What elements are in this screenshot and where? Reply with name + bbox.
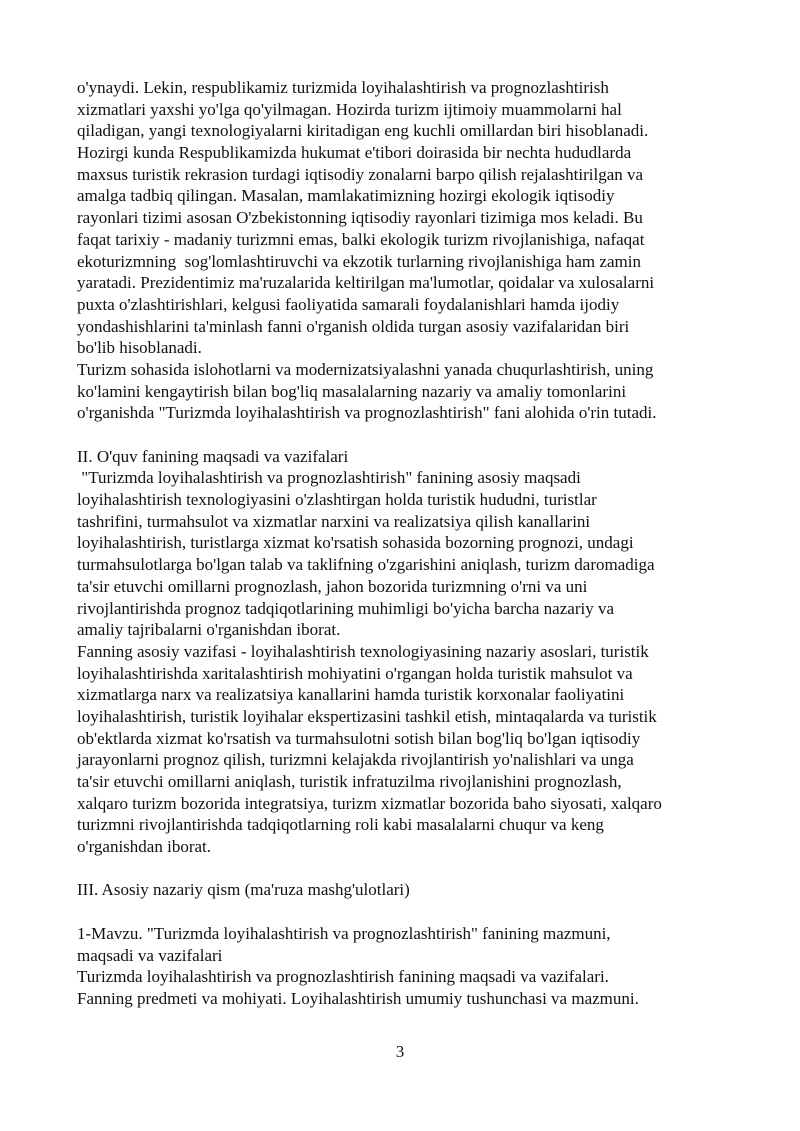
text-line: Fanning predmeti va mohiyati. Loyihalashtirish umumiy tushunchasi va mazmuni. — [77, 988, 639, 1008]
text-line: ko'lamini kengaytirish bilan bog'liq masalalarning nazariy va amaliy tomonlarini — [77, 381, 627, 401]
text-line: o'rganishdan iborat. — [77, 837, 211, 857]
text-line: Turizm sohasida islohotlarni va modernizatsiyalashni yanada chuqurlashtirish, uning — [77, 359, 654, 379]
text-line: qiladigan, yangi texnologiyalarni kiritadigan eng kuchli omillardan biri hisoblanadi. — [77, 121, 649, 141]
text-line: loyihalashtirish texnologiyasini o'zlashtirgan holda turistik hududni, turistlar — [77, 490, 597, 510]
text-line: turmahsulotlarga bo'lgan talab va taklifning o'zgarishini aniqlash, turizm daromadiga — [77, 555, 655, 575]
text-line: turizmni rivojlantirishda tadqiqotlarning roli kabi masalalarni chuqur va keng — [77, 815, 604, 835]
text-line: bo'lib hisoblanadi. — [77, 338, 202, 358]
text-line: yaratadi. Prezidentimiz ma'ruzalarida keltirilgan ma'lumotlar, qoidalar va xulosalarni — [77, 273, 655, 293]
body-paragraph — [77, 641, 737, 858]
blank-line — [77, 424, 737, 446]
section-heading — [77, 446, 737, 468]
body-paragraph — [77, 77, 737, 359]
text-line: faqat tarixiy - madaniy turizmni emas, balki ekologik turizm rivojlanishiga, nafaqat — [77, 229, 645, 249]
text-line: loyihalashtirish, turistlarga xizmat ko'rsatish sohasida bozorning prognozi, undagi — [77, 533, 634, 553]
text-line: o'ynaydi. Lekin, respublikamiz turizmida loyihalashtirish va prognozlashtirish — [77, 78, 609, 97]
text-line: III. Asosiy nazariy qism (ma'ruza mashg'ulotlari) — [77, 880, 410, 900]
text-line: ta'sir etuvchi omillarni prognozlash, jahon bozorida turizmning o'rni va uni — [77, 576, 588, 596]
text-line: II. O'quv fanining maqsadi va vazifalari — [77, 446, 349, 466]
body-paragraph — [77, 966, 737, 1009]
text-line: rayonlari tizimi asosan O'zbekistonning iqtisodiy rayonlari tizimiga mos keladi. Bu — [77, 208, 643, 228]
text-line: amaliy tajribalarni o'rganishdan iborat. — [77, 620, 341, 640]
page-body — [77, 77, 737, 1010]
body-paragraph — [77, 359, 737, 424]
text-line: 1-Mavzu. "Turizmda loyihalashtirish va prognozlashtirish" fanining mazmuni, — [77, 923, 611, 943]
text-line: Hozirgi kunda Respublikamizda hukumat e'tibori doirasida bir nechta hududlarda — [77, 143, 632, 163]
text-line: o'rganishda "Turizmda loyihalashtirish va prognozlashtirish" fani alohida o'rin tutadi. — [77, 403, 657, 423]
text-line: xalqaro turizm bozorida integratsiya, turizm xizmatlar bozorida baho siyosati, xalqaro — [77, 793, 662, 813]
text-line: ekoturizmning sog'lomlashtiruvchi va ekzotik turlarning rivojlanishiga ham zamin — [77, 251, 641, 271]
text-line: "Turizmda loyihalashtirish va prognozlashtirish" fanining asosiy maqsadi — [77, 468, 581, 488]
text-line: puxta o'zlashtirishlari, kelgusi faoliyatida samarali foydalanishlari hamda ijodiy — [77, 294, 620, 314]
text-line: jarayonlarni prognoz qilish, turizmni kelajakda rivojlantirish yo'nalishlari va unga — [77, 750, 634, 770]
blank-line — [77, 858, 737, 880]
text-line: amalga tadbiq qilingan. Masalan, mamlakatimizning hozirgi ekologik iqtisodiy — [77, 186, 615, 206]
text-line: yondashishlarini ta'minlash fanni o'rganish oldida turgan asosiy vazifalaridan biri — [77, 316, 630, 336]
text-line: rivojlantirishda prognoz tadqiqotlarining muhimligi bo'yicha barcha nazariy va — [77, 598, 614, 618]
text-line: loyihalashtirishda xaritalashtirish mohiyatini o'rgangan holda turistik mahsulot va — [77, 663, 633, 683]
text-line: tashrifini, turmahsulot va xizmatlar narxini va realizatsiya qilish kanallarini — [77, 511, 591, 531]
text-line: ob'ektlarda xizmat ko'rsatish va turmahsulotni sotish bilan bog'liq bo'lgan iqtisodiy — [77, 728, 641, 748]
text-line: Fanning asosiy vazifasi - loyihalashtirish texnologiyasining nazariy asoslari, turistik — [77, 641, 649, 661]
text-line: maxsus turistik rekrasion turdagi iqtisodiy zonalarni barpo qilish rejalashtirilgan va — [77, 164, 644, 184]
text-line: xizmatlarga narx va realizatsiya kanallarini hamda turistik korxonalar faoliyatini — [77, 685, 625, 705]
section-heading — [77, 923, 737, 966]
text-line: loyihalashtirish, turistik loyihalar ekspertizasini tashkil etish, mintaqalarda va turistik — [77, 706, 657, 726]
text-line: xizmatlari yaxshi yo'lga qo'yilmagan. Hozirda turizm ijtimoiy muammolarni hal — [77, 99, 622, 119]
section-heading — [77, 879, 737, 901]
text-line: maqsadi va vazifalari — [77, 945, 223, 965]
blank-line — [77, 901, 737, 923]
text-line: ta'sir etuvchi omillarni aniqlash, turistik infratuzilma rivojlanishini prognozlash, — [77, 772, 622, 791]
text-line: Turizmda loyihalashtirish va prognozlashtirish fanining maqsadi va vazifalari. — [77, 967, 609, 987]
page-number: 3 — [395, 1042, 405, 1061]
body-paragraph — [77, 467, 737, 641]
